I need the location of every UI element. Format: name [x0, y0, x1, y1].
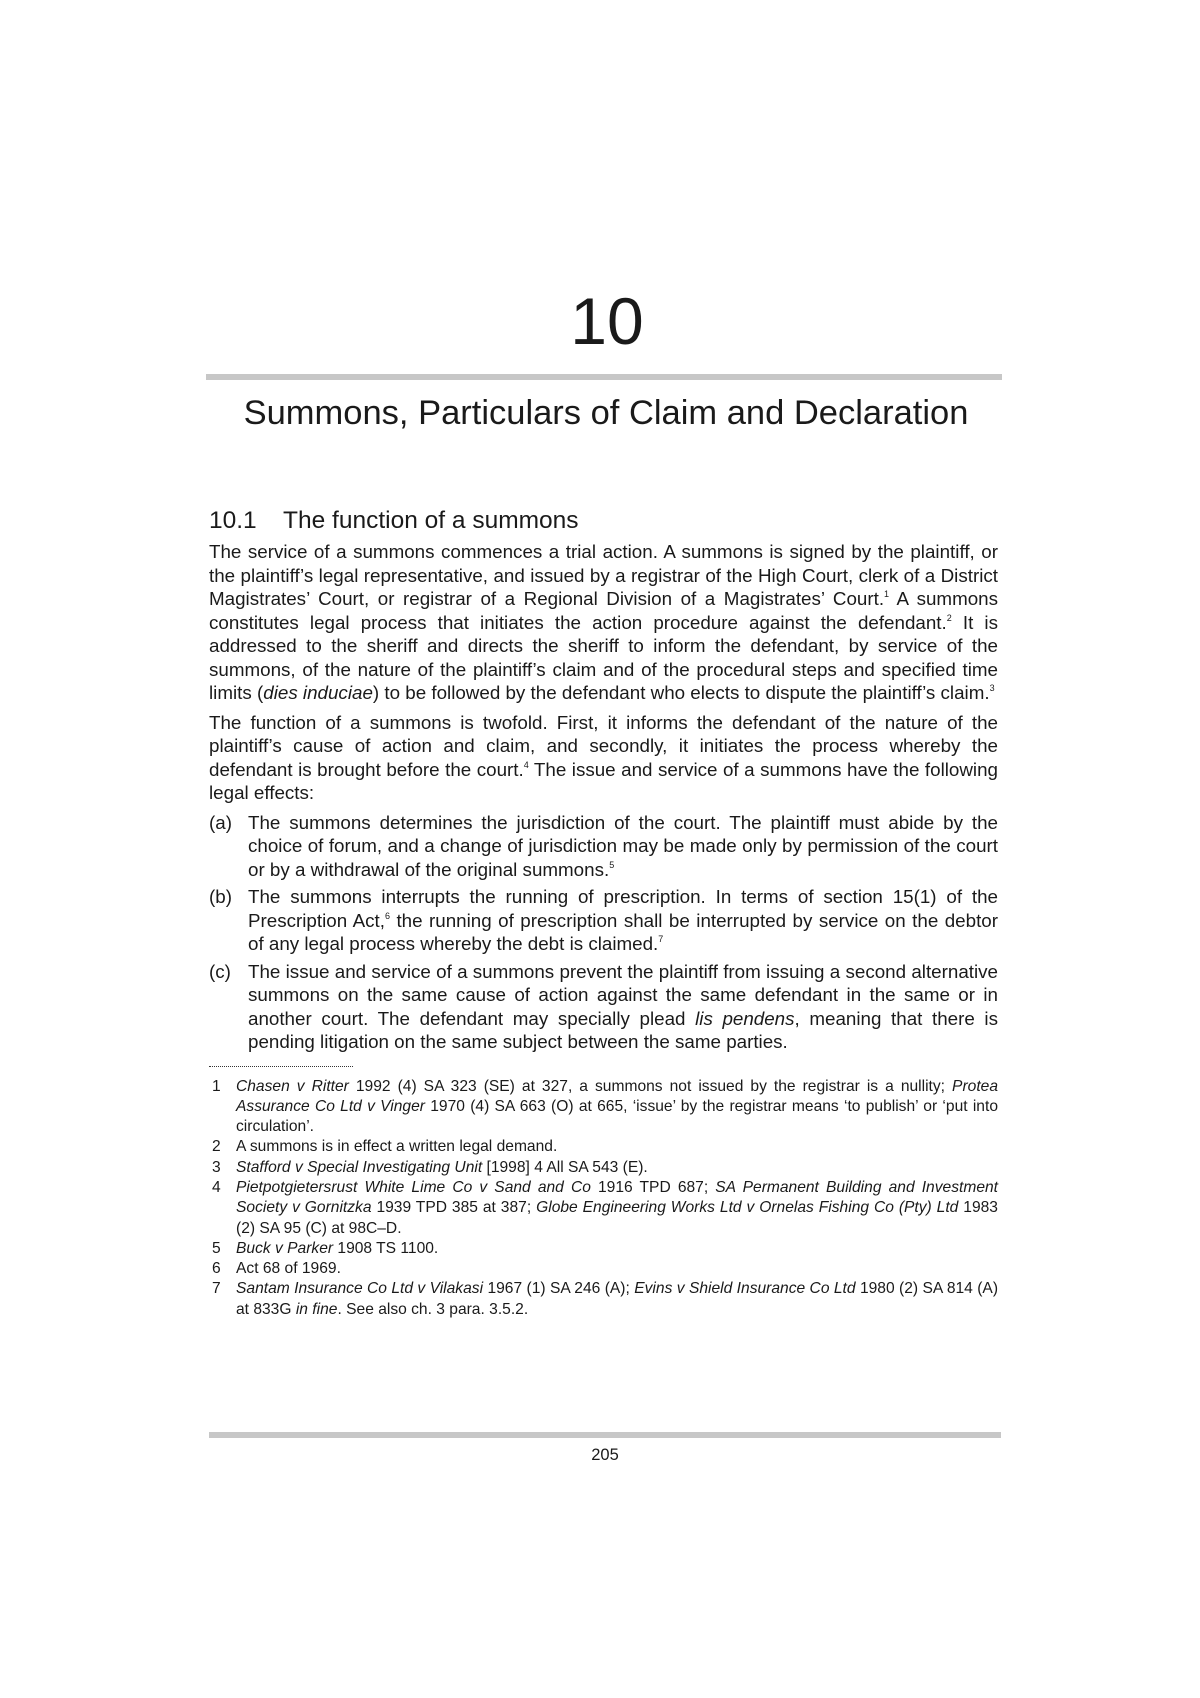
top-rule [206, 374, 1002, 380]
section-heading [209, 506, 998, 536]
footnote-ref[interactable]: 6 [384, 910, 390, 921]
footnote-ref[interactable]: 1 [884, 589, 890, 599]
list-item-b [209, 885, 998, 956]
list-text: The issue and service of a summons prevent the plaintiff from issuing a second alternative summons on the same cause of action against the same defendant in the same or in another court. The defendant may specially plead lis pendens, meaning that there is pending litigation on the same subject between the same parties. [248, 960, 998, 1052]
footnote-6: 6 Act 68 of 1969. [212, 1260, 341, 1278]
section-title: The function of a summons [283, 507, 579, 534]
footnote-ref[interactable]: 7 [658, 934, 664, 944]
bottom-rule [209, 1432, 1001, 1438]
footnote-ref[interactable]: 5 [609, 859, 615, 870]
list-marker: (c) [209, 960, 231, 982]
list-marker: (b) [209, 886, 232, 907]
footnote-2: 2 A summons is in effect a written legal demand. [212, 1138, 558, 1156]
main-content [209, 506, 998, 1320]
list-item-a [209, 811, 998, 882]
chapter-number: 10 [570, 284, 644, 358]
list-marker: (a) [209, 811, 232, 833]
footnote-7: 7 Santam Insurance Co Ltd v Vilakasi 1967 (1) SA 246 (A); Evins v Shield Insurance Co Ltd 1980 (2) SA 814 (A) at 833G in fine. See also ch. 3 para. 3.5.2. [212, 1280, 999, 1318]
chapter-title: Summons, Particulars of Claim and Declaration [243, 394, 969, 432]
footnotes [209, 1077, 998, 1321]
footnote-1: 1 Chasen v Ritter 1992 (4) SA 323 (SE) at 327, a summons not issued by the registrar is a nullity; Protea Assurance Co Ltd v Vinger 1970 (4) SA 663 (O) at 665, ‘issue’ by the registrar means ‘to publish’ or ‘put into circulation’. [212, 1077, 998, 1136]
list-text: The summons interrupts the running of prescription. In terms of section 15(1) of the Prescription Act,$^6$ the running of prescription shall be interrupted by service on the debtor of any legal process whereby the debt is claimed.$^7$ [248, 886, 998, 954]
paragraph-1: The service of a summons commences a trial action. A summons is signed by the plaintiff, or the plaintiff’s legal representative, and issued by a registrar of the High Court, clerk of a District Magistrates’ Court, or registrar of a Regional Division of a Magistrates’ Court.$^1$ A summons constitutes legal process that initiates the action procedure against the defendant.$^2$ It is addressed to the sheriff and directs the sheriff to inform the defendant, by service of the summons, of the nature of the plaintiff’s claim and of the procedural steps and specified time limits (dies induciae) to be followed by the defendant who elects to dispute the plaintiff’s claim.$^3$ [209, 541, 999, 703]
list-text: The summons determines the jurisdiction of the court. The plaintiff must abide by the choice of forum, and a change of jurisdiction may be made only by permission of the court or by a withdrawal of the original summons.$^5$ [248, 811, 998, 880]
footnote-5: 5 Buck v Parker 1908 TS 1100. [212, 1239, 439, 1257]
footnote-ref[interactable]: 3 [989, 683, 995, 693]
footnote-separator [209, 1066, 353, 1067]
paragraph-2: The function of a summons is twofold. First, it informs the defendant of the nature of the plaintiff’s cause of action and claim, and secondly, it initiates the process whereby the defendant is brought before the court.$^4$ The issue and service of a summons have the following legal effects: [209, 711, 998, 803]
section-number: 10.1 [209, 507, 257, 534]
footnote-3: 3 Stafford v Special Investigating Unit [1998] 4 All SA 543 (E). [212, 1158, 648, 1176]
footnote-ref[interactable]: 4 [523, 759, 529, 770]
footnote-4: 4 Pietpotgietersrust White Lime Co v Sand and Co 1916 TPD 687; SA Permanent Building and Investment Society v Gornitzka 1939 TPD 385 at 387; Globe Engineering Works Ltd v Ornelas Fishing Co (Pty) Ltd 1983 (2) SA 95 (C) at 98C–D. [212, 1178, 998, 1237]
page-number: 205 [591, 1446, 619, 1464]
footnote-ref[interactable]: 2 [946, 612, 952, 623]
list-item-c [209, 960, 998, 1054]
